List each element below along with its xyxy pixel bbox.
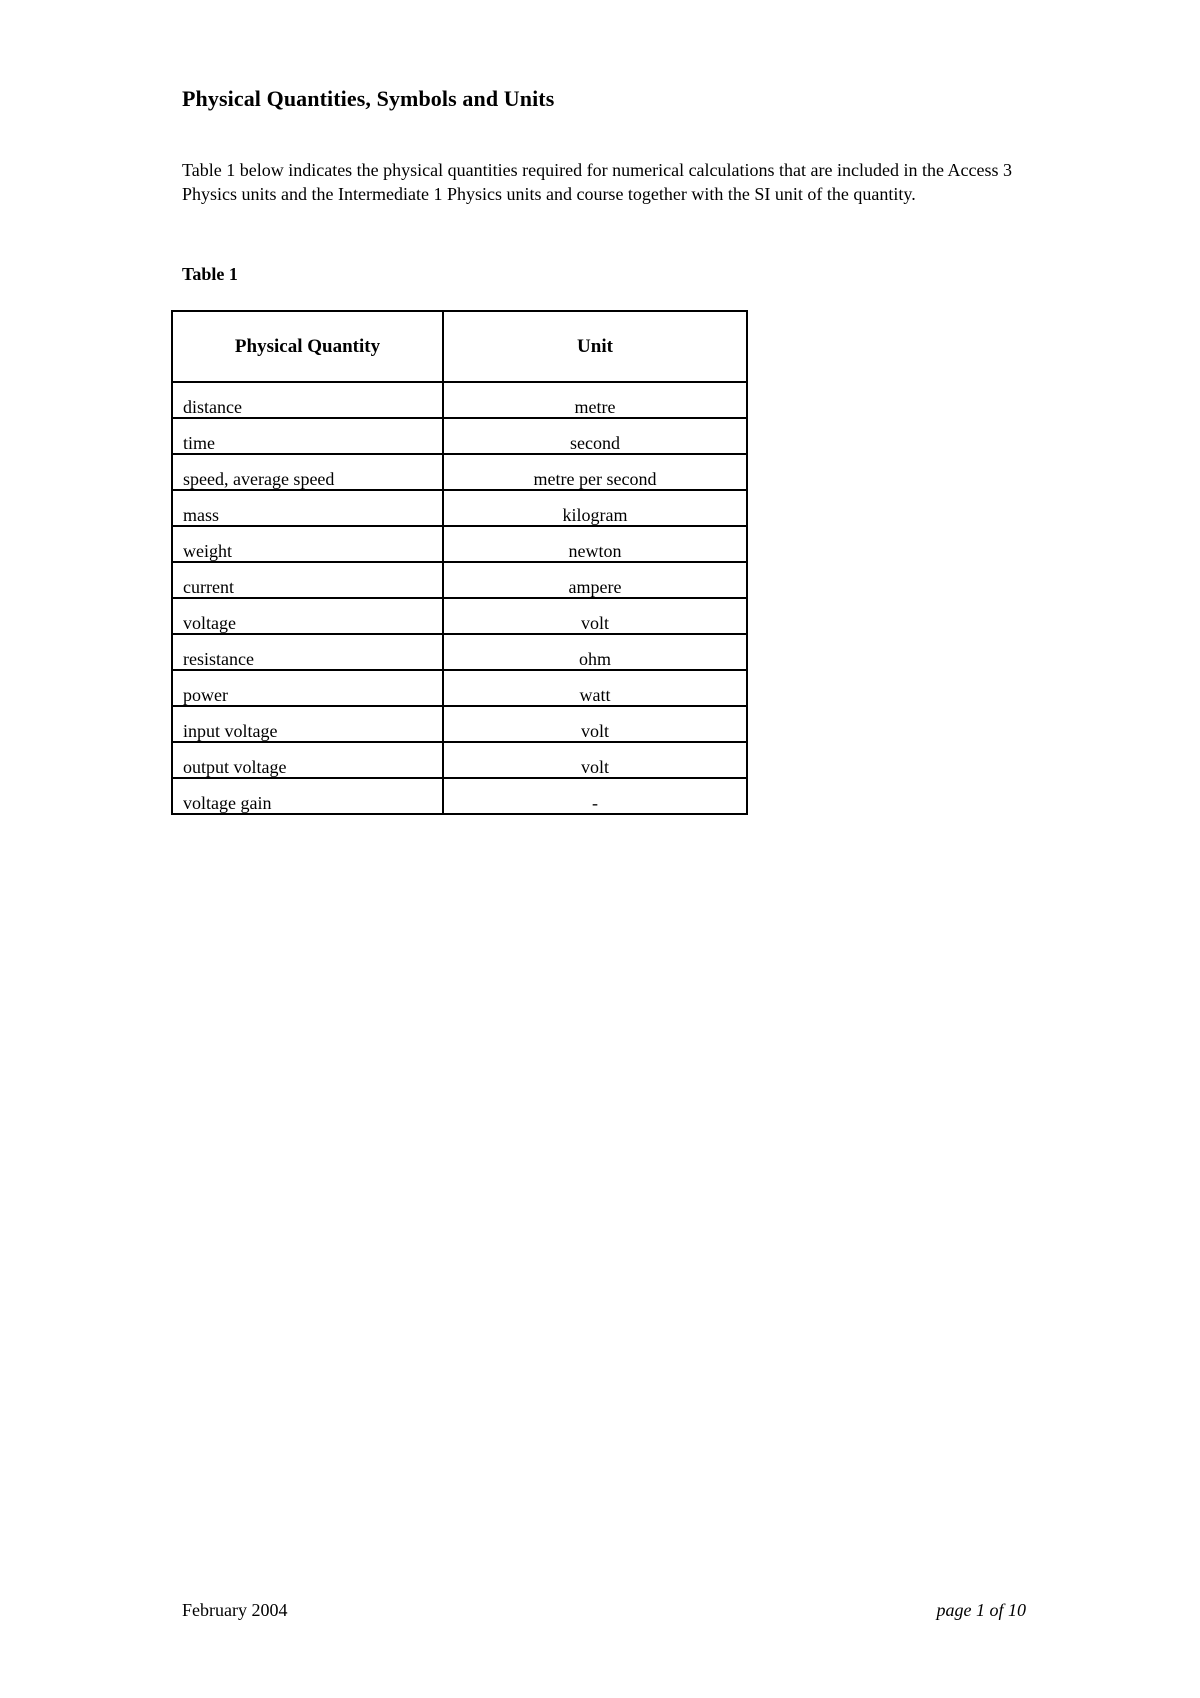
page-number: page 1 of 10 — [936, 1600, 1026, 1620]
table-row — [172, 778, 747, 814]
table-row — [172, 670, 747, 706]
quantity-cell: output voltage — [172, 742, 443, 778]
unit-cell: watt — [443, 670, 747, 706]
page-title: Physical Quantities, Symbols and Units — [182, 86, 555, 111]
quantity-cell: current — [172, 562, 443, 598]
quantity-cell: resistance — [172, 634, 443, 670]
quantity-cell: distance — [172, 382, 443, 418]
quantity-cell: power — [172, 670, 443, 706]
table-row — [172, 454, 747, 490]
table-row — [172, 382, 747, 418]
unit-cell: ohm — [443, 634, 747, 670]
header-unit: Unit — [443, 311, 747, 382]
table-caption: Table 1 — [182, 264, 238, 284]
quantity-cell: mass — [172, 490, 443, 526]
quantity-cell: voltage — [172, 598, 443, 634]
quantity-cell: speed, average speed — [172, 454, 443, 490]
unit-cell: volt — [443, 598, 747, 634]
intro-paragraph: Table 1 below indicates the physical quantities required for numerical calculations that are included in the Access 3 Physics units and the Intermediate 1 Physics units and course together with the SI unit of the quantity. — [182, 160, 1012, 204]
unit-cell: volt — [443, 742, 747, 778]
unit-cell: newton — [443, 526, 747, 562]
unit-cell: second — [443, 418, 747, 454]
unit-cell: - — [443, 778, 747, 814]
table-row — [172, 562, 747, 598]
unit-cell: metre — [443, 382, 747, 418]
unit-cell: metre per second — [443, 454, 747, 490]
quantity-cell: weight — [172, 526, 443, 562]
table-row — [172, 634, 747, 670]
unit-cell: ampere — [443, 562, 747, 598]
table-row — [172, 418, 747, 454]
table-header-row — [172, 311, 747, 382]
table-row — [172, 706, 747, 742]
quantity-cell: time — [172, 418, 443, 454]
table-row — [172, 490, 747, 526]
quantities-table — [171, 310, 748, 815]
table-row — [172, 598, 747, 634]
unit-cell: kilogram — [443, 490, 747, 526]
quantity-cell: input voltage — [172, 706, 443, 742]
table-row — [172, 526, 747, 562]
footer-date: February 2004 — [182, 1600, 288, 1620]
header-physical-quantity: Physical Quantity — [172, 311, 443, 382]
table-row — [172, 742, 747, 778]
unit-cell: volt — [443, 706, 747, 742]
quantity-cell: voltage gain — [172, 778, 443, 814]
